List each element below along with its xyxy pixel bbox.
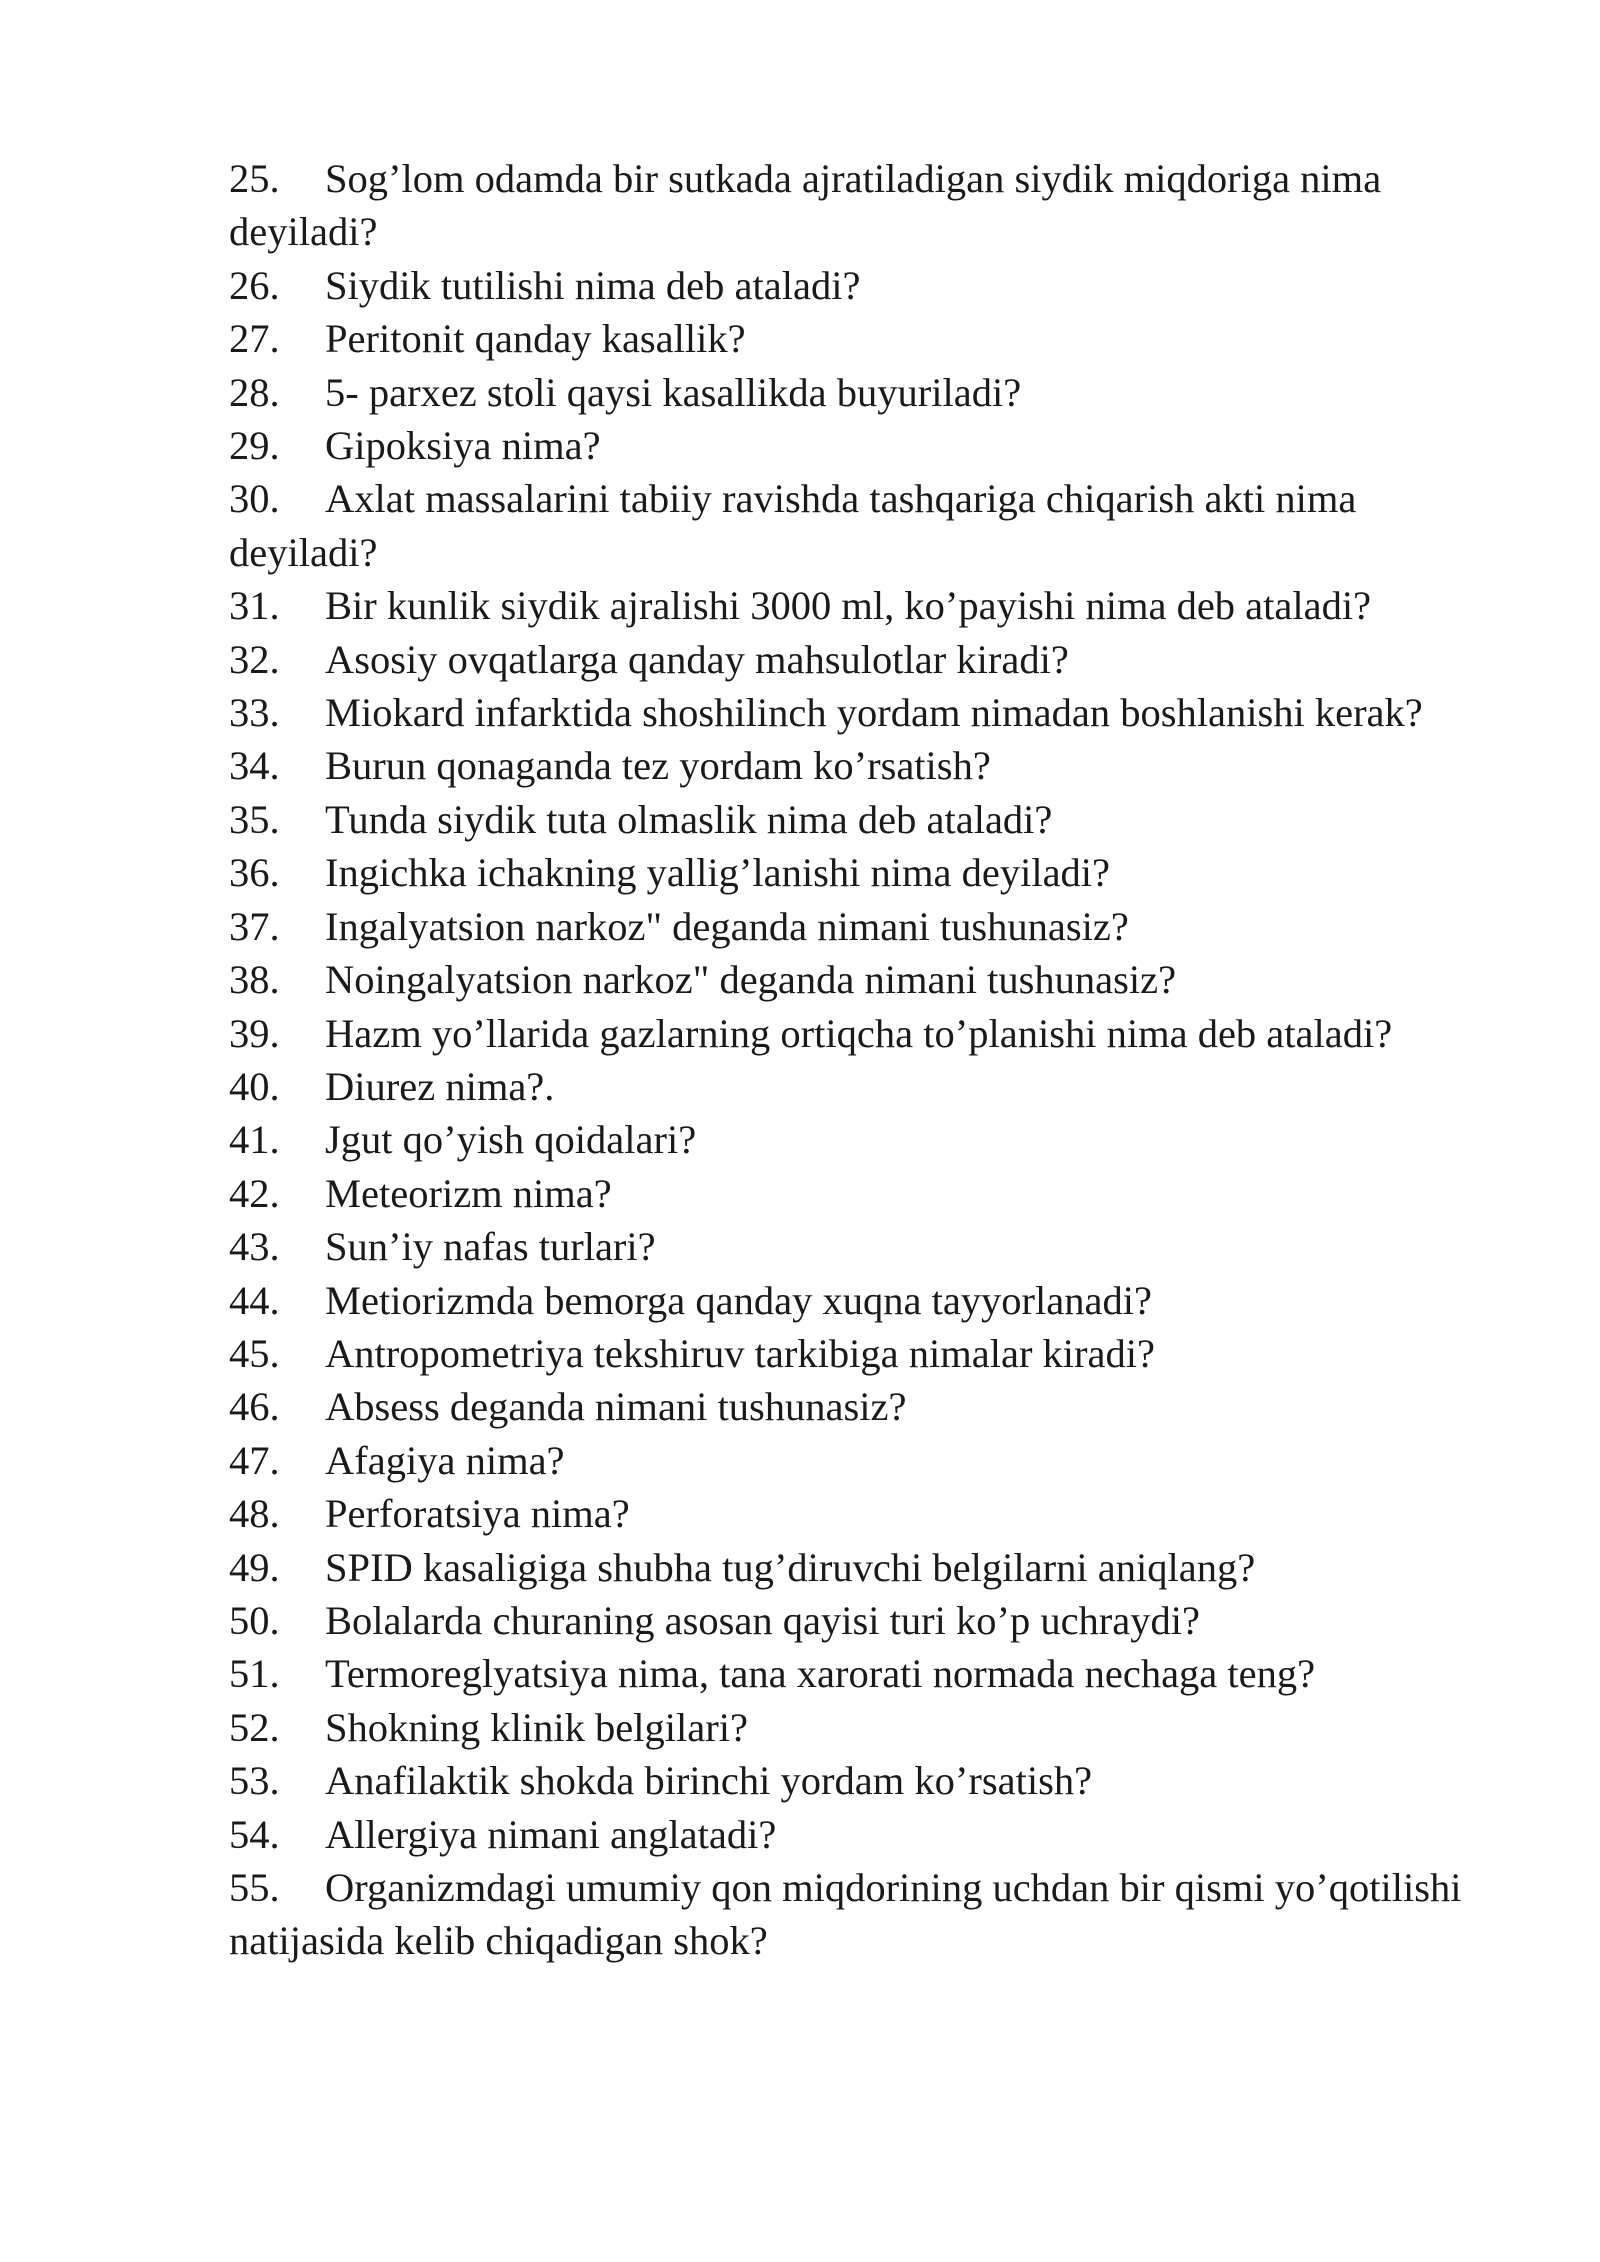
question-number: 35. bbox=[229, 796, 280, 842]
question-item bbox=[229, 1060, 1499, 1113]
question-text: Gipoksiya nima? bbox=[325, 423, 601, 469]
question-number: 26. bbox=[229, 262, 280, 308]
question-text: Perforatsiya nima? bbox=[325, 1491, 630, 1537]
question-text: Peritonit qanday kasallik? bbox=[325, 316, 746, 362]
question-item bbox=[229, 312, 1499, 365]
question-number: 50. bbox=[229, 1597, 280, 1643]
question-text: Shokning klinik belgilari? bbox=[325, 1704, 748, 1750]
question-text: Bir kunlik siydik ajralishi 3000 ml, ko’payishi nima deb ataladi? bbox=[325, 583, 1372, 629]
question-text: Termoreglyatsiya nima, tana xarorati normada nechaga teng? bbox=[325, 1651, 1316, 1697]
question-number: 46. bbox=[229, 1384, 280, 1430]
question-text: Ingalyatsion narkoz" deganda nimani tushunasiz? bbox=[325, 903, 1129, 949]
question-number: 40. bbox=[229, 1063, 280, 1109]
question-item bbox=[229, 1701, 1499, 1754]
question-number: 43. bbox=[229, 1224, 280, 1270]
question-item bbox=[229, 1647, 1499, 1700]
question-text: SPID kasaligiga shubha tug’diruvchi belgilarni aniqlang? bbox=[325, 1544, 1256, 1590]
question-number: 53. bbox=[229, 1758, 280, 1804]
question-item bbox=[229, 419, 1499, 472]
question-number: 54. bbox=[229, 1811, 280, 1857]
question-item bbox=[229, 900, 1499, 953]
question-item bbox=[229, 1861, 1499, 1968]
question-number: 52. bbox=[229, 1704, 280, 1750]
question-text: Metiorizmda bemorga qanday xuqna tayyorlanadi? bbox=[325, 1277, 1152, 1323]
question-number: 48. bbox=[229, 1491, 280, 1537]
question-number: 39. bbox=[229, 1010, 280, 1056]
question-number: 29. bbox=[229, 423, 280, 469]
question-number: 31. bbox=[229, 583, 280, 629]
question-text: Axlat massalarini tabiiy ravishda tashqariga chiqarish akti nima deyiladi? bbox=[229, 476, 1357, 575]
question-item bbox=[229, 1220, 1499, 1273]
question-text: Organizmdagi umumiy qon miqdorining uchdan bir qismi yo’qotilishi natijasida kelib chiqadigan shok? bbox=[229, 1865, 1462, 1964]
question-text: Miokard infarktida shoshilinch yordam nimadan boshlanishi kerak? bbox=[325, 690, 1423, 736]
question-item bbox=[229, 366, 1499, 419]
question-text: Asosiy ovqatlarga qanday mahsulotlar kiradi? bbox=[325, 636, 1069, 682]
question-text: Burun qonaganda tez yordam ko’rsatish? bbox=[325, 743, 991, 789]
question-number: 25. bbox=[229, 156, 280, 201]
question-text: Bolalarda churaning asosan qayisi turi ko’p uchraydi? bbox=[325, 1597, 1200, 1643]
question-number: 32. bbox=[229, 636, 280, 682]
question-number: 28. bbox=[229, 369, 280, 415]
question-item bbox=[229, 1274, 1499, 1327]
question-number: 33. bbox=[229, 690, 280, 736]
question-item bbox=[229, 739, 1499, 792]
question-text: Sun’iy nafas turlari? bbox=[325, 1224, 656, 1270]
question-number: 27. bbox=[229, 316, 280, 362]
question-text: Jgut qo’yish qoidalari? bbox=[325, 1117, 697, 1163]
question-text: Tunda siydik tuta olmaslik nima deb ataladi? bbox=[325, 796, 1053, 842]
question-item bbox=[229, 1487, 1499, 1540]
question-text: Sog’lom odamda bir sutkada ajratiladigan siydik miqdoriga nima deyiladi? bbox=[229, 156, 1382, 255]
question-text: 5- parxez stoli qaysi kasallikda buyuriladi? bbox=[325, 369, 1022, 415]
question-number: 30. bbox=[229, 476, 280, 522]
question-item bbox=[229, 633, 1499, 686]
question-item bbox=[229, 1380, 1499, 1433]
question-text: Siydik tutilishi nima deb ataladi? bbox=[325, 262, 861, 308]
question-number: 47. bbox=[229, 1437, 280, 1483]
question-text: Hazm yo’llarida gazlarning ortiqcha to’planishi nima deb ataladi? bbox=[325, 1010, 1393, 1056]
question-item bbox=[229, 1327, 1499, 1380]
question-number: 44. bbox=[229, 1277, 280, 1323]
question-item bbox=[229, 1754, 1499, 1807]
question-number: 49. bbox=[229, 1544, 280, 1590]
question-list bbox=[229, 152, 1499, 1968]
question-number: 41. bbox=[229, 1117, 280, 1163]
question-number: 37. bbox=[229, 903, 280, 949]
question-item bbox=[229, 846, 1499, 899]
question-item bbox=[229, 1594, 1499, 1647]
question-number: 36. bbox=[229, 850, 280, 896]
question-item bbox=[229, 1808, 1499, 1861]
question-text: Afagiya nima? bbox=[325, 1437, 565, 1483]
question-item bbox=[229, 579, 1499, 632]
question-item bbox=[229, 152, 1499, 259]
question-item bbox=[229, 259, 1499, 312]
question-number: 42. bbox=[229, 1170, 280, 1216]
question-number: 38. bbox=[229, 957, 280, 1003]
question-text: Meteorizm nima? bbox=[325, 1170, 612, 1216]
question-number: 55. bbox=[229, 1865, 280, 1910]
question-item bbox=[229, 472, 1499, 579]
question-text: Ingichka ichakning yallig’lanishi nima deyiladi? bbox=[325, 850, 1111, 896]
question-text: Allergiya nimani anglatadi? bbox=[325, 1811, 777, 1857]
question-text: Antropometriya tekshiruv tarkibiga nimalar kiradi? bbox=[325, 1330, 1155, 1376]
question-item bbox=[229, 686, 1499, 739]
question-number: 34. bbox=[229, 743, 280, 789]
question-text: Diurez nima?. bbox=[325, 1063, 555, 1109]
question-text: Absess deganda nimani tushunasiz? bbox=[325, 1384, 907, 1430]
question-text: Noingalyatsion narkoz" deganda nimani tushunasiz? bbox=[325, 957, 1177, 1003]
question-item bbox=[229, 953, 1499, 1006]
question-item bbox=[229, 793, 1499, 846]
question-item bbox=[229, 1007, 1499, 1060]
question-item bbox=[229, 1434, 1499, 1487]
question-number: 45. bbox=[229, 1330, 280, 1376]
question-item bbox=[229, 1167, 1499, 1220]
question-item bbox=[229, 1541, 1499, 1594]
question-number: 51. bbox=[229, 1651, 280, 1697]
question-item bbox=[229, 1113, 1499, 1166]
question-text: Anafilaktik shokda birinchi yordam ko’rsatish? bbox=[325, 1758, 1093, 1804]
